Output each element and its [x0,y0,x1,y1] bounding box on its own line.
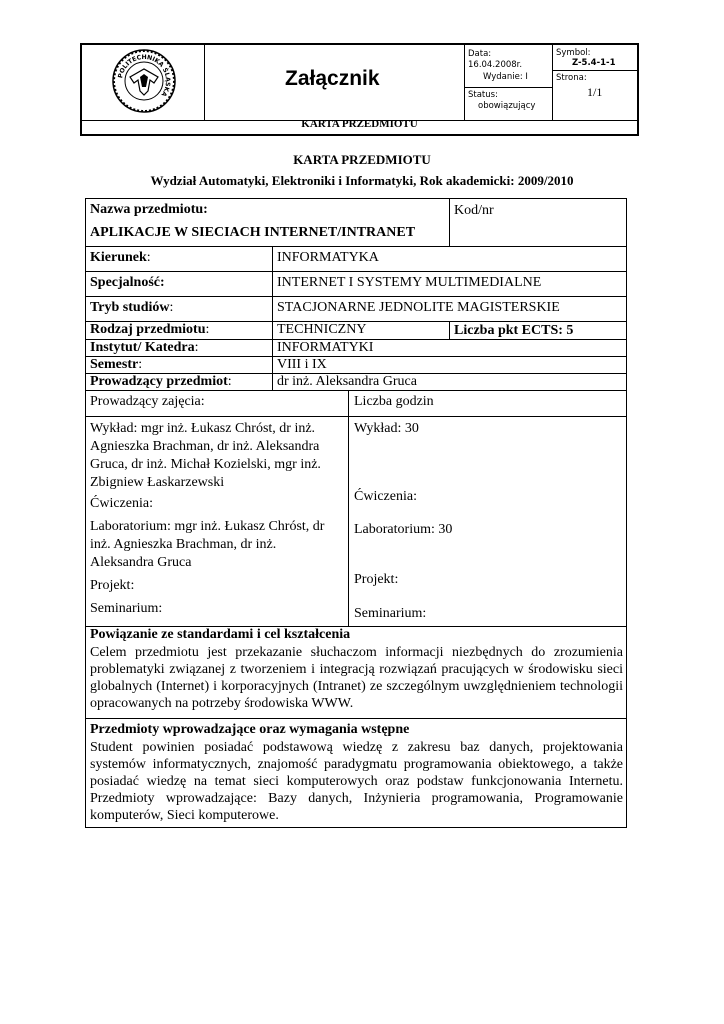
logo-ring-text: POLITECHNIKA ŚLĄSKA [117,53,172,98]
doc-title: KARTA PRZEDMIOTU [293,152,431,167]
specialty-label: Specjalność: [90,275,165,290]
lecturer-value: dr inż. Aleksandra Gruca [277,374,417,389]
field-label: Kierunek: [90,250,151,265]
semester-label: Semestr: [90,357,143,372]
lecture-instructors-line: Agnieszka Brachman, dr inż. Aleksandra [90,439,320,454]
project-hours: Projekt: [354,572,399,587]
document-header [80,43,639,136]
edition-value: Wydanie: I [483,72,528,82]
page-value: 1/1 [587,85,603,99]
lecture-instructors-line: Zbigniew Łaskarzewski [90,475,225,490]
institute-label: Instytut/ Katedra: [90,340,199,355]
date-value: 16.04.2008r. [468,60,523,70]
header-card-title: KARTA PRZEDMIOTU [301,118,418,130]
course-name-label: Nazwa przedmiotu: [90,202,208,217]
hours-label: Liczba godzin [354,394,434,409]
field-value: INFORMATYKA [277,250,379,265]
project-label-left: Projekt: [90,578,135,593]
standards-goal-text: Celem przedmiotu jest przekazanie słuchaczom informacji niezbędnych do zrozumienia problematyki związanej z tworzeniem i integracją rozwiązań pracujących w środowisku sieci globalnych (Internet) i korporacyjnych (Intranet) ze szczególnym uwzględnieniem technologii opracowanych na potrzeby środowiska WWW. [90,645,623,711]
page-label: Strona: [556,73,587,83]
status-label: Status: [468,90,498,100]
university-logo [110,47,178,115]
institute-value: INFORMATYKI [277,340,374,355]
prerequisites-heading: Przedmioty wprowadzające oraz wymagania wstępne [90,722,410,737]
course-code-label: Kod/nr [454,203,494,218]
lab-instructors-line: inż. Agnieszka Brachman, dr inż. [90,537,277,552]
exercises-hours: Ćwiczenia: [354,489,417,504]
seminar-label-left: Seminarium: [90,601,163,616]
study-mode-label: Tryb studiów: [90,300,174,315]
symbol-label: Symbol: [556,48,591,58]
study-mode-value: STACJONARNE JEDNOLITE MAGISTERSKIE [277,300,560,315]
date-label: Data: [468,49,492,59]
lecture-instructors-line: Wykład: mgr inż. Łukasz Chróst, dr inż. [90,421,316,436]
seminar-hours: Seminarium: [354,606,427,621]
prerequisites-text: Student powinien posiadać podstawową wiedzę z zakresu baz danych, projektowania systemów informatycznych, znajomość paradygmatu programowania obiektowego, a także posiadać wiedzę na temat sieci komputerowych oraz podstaw funkcjonowania Internetu. Przedmioty wprowadzające: Bazy danych, Inżynieria programowania, Programowanie komputerów, Sieci komputerowe. [90,740,623,823]
specialty-value: INTERNET I SYSTEMY MULTIMEDIALNE [277,275,542,290]
lab-instructors-line: Laboratorium: mgr inż. Łukasz Chróst, dr [90,519,325,534]
lecture-hours: Wykład: 30 [354,421,419,436]
semester-value: VIII i IX [277,357,327,372]
header-title: Załącznik [285,67,380,90]
lab-instructors-line: Aleksandra Gruca [90,555,192,570]
ects-label: Liczba pkt ECTS: 5 [454,323,574,338]
lecturer-label: Prowadzący przedmiot: [90,374,232,389]
lecture-instructors-line: Gruca, dr inż. Michał Kozielski, mgr inż. [90,457,321,472]
standards-goal-heading: Powiązanie ze standardami i cel kształcenia [90,627,351,642]
course-name-value: APLIKACJE W SIECIACH INTERNET/INTRANET [90,225,416,240]
symbol-value: Z-5.4-1-1 [572,58,616,68]
exercises-label-left: Ćwiczenia: [90,496,153,511]
status-value: obowiązujący [478,101,536,111]
course-type-value: TECHNICZNY [277,322,367,337]
course-type-label: Rodzaj przedmiotu: [90,322,210,337]
doc-subtitle: Wydział Automatyki, Elektroniki i Informatyki, Rok akademicki: 2009/2010 [150,173,574,188]
instructors-label: Prowadzący zajęcia: [90,394,205,409]
lab-hours: Laboratorium: 30 [354,522,453,537]
